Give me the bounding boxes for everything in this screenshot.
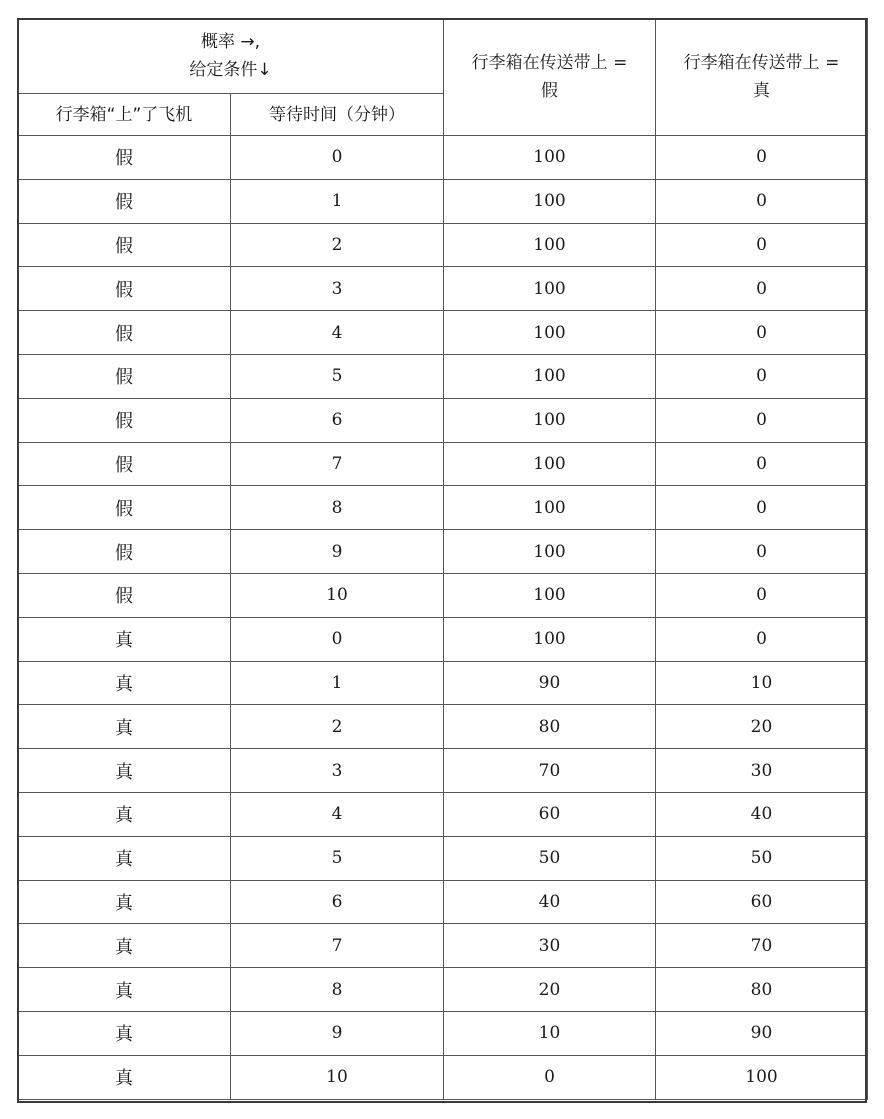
cell-wait-minutes: 6 (231, 398, 444, 442)
cell-bag-loaded: 真 (18, 1011, 231, 1055)
cell-wait-minutes: 4 (231, 792, 444, 836)
cell-prob-on-belt-false: 80 (444, 705, 656, 749)
cell-prob-on-belt-true: 50 (656, 836, 868, 880)
cell-wait-minutes: 0 (231, 136, 444, 180)
cell-prob-on-belt-true: 0 (656, 267, 868, 311)
cell-bag-loaded: 真 (18, 661, 231, 705)
cell-bag-loaded: 假 (18, 354, 231, 398)
cell-prob-on-belt-true: 90 (656, 1011, 868, 1055)
cell-prob-on-belt-true: 70 (656, 924, 868, 968)
cell-prob-on-belt-false: 100 (444, 617, 656, 661)
cell-bag-loaded: 假 (18, 311, 231, 355)
cell-prob-on-belt-false: 100 (444, 179, 656, 223)
header-bag-loaded: 行李箱“上”了飞机 (18, 94, 231, 136)
cell-bag-loaded: 假 (18, 530, 231, 574)
cell-wait-minutes: 8 (231, 486, 444, 530)
cell-prob-on-belt-false: 0 (444, 1055, 656, 1099)
header-on-belt-true-line2: 真 (753, 81, 770, 101)
cell-wait-minutes: 8 (231, 968, 444, 1012)
cell-bag-loaded: 假 (18, 267, 231, 311)
cell-prob-on-belt-false: 20 (444, 968, 656, 1012)
cell-wait-minutes: 10 (231, 573, 444, 617)
header-corner-line1: 概率 →, (200, 32, 261, 52)
cell-prob-on-belt-true: 0 (656, 136, 868, 180)
cell-prob-on-belt-true: 0 (656, 573, 868, 617)
cell-prob-on-belt-false: 100 (444, 311, 656, 355)
cell-bag-loaded: 假 (18, 442, 231, 486)
cell-prob-on-belt-false: 40 (444, 880, 656, 924)
cell-prob-on-belt-true: 0 (656, 530, 868, 574)
cell-prob-on-belt-false: 100 (444, 442, 656, 486)
cell-wait-minutes: 2 (231, 705, 444, 749)
cell-wait-minutes: 7 (231, 924, 444, 968)
cell-wait-minutes: 9 (231, 1011, 444, 1055)
cell-prob-on-belt-true: 0 (656, 179, 868, 223)
cell-wait-minutes: 5 (231, 354, 444, 398)
cell-wait-minutes: 1 (231, 179, 444, 223)
cell-bag-loaded: 真 (18, 924, 231, 968)
cell-prob-on-belt-false: 90 (444, 661, 656, 705)
cell-prob-on-belt-true: 0 (656, 617, 868, 661)
cell-prob-on-belt-true: 0 (656, 398, 868, 442)
cell-prob-on-belt-false: 100 (444, 573, 656, 617)
cell-wait-minutes: 1 (231, 661, 444, 705)
cell-wait-minutes: 5 (231, 836, 444, 880)
cell-prob-on-belt-false: 100 (444, 354, 656, 398)
cell-prob-on-belt-false: 70 (444, 749, 656, 793)
cell-bag-loaded: 假 (18, 486, 231, 530)
cell-bag-loaded: 真 (18, 792, 231, 836)
cell-wait-minutes: 7 (231, 442, 444, 486)
cell-bag-loaded: 假 (18, 136, 231, 180)
cell-prob-on-belt-false: 100 (444, 398, 656, 442)
cell-bag-loaded: 假 (18, 398, 231, 442)
cell-prob-on-belt-false: 100 (444, 267, 656, 311)
cell-bag-loaded: 真 (18, 1055, 231, 1099)
cell-prob-on-belt-true: 0 (656, 486, 868, 530)
cell-wait-minutes: 9 (231, 530, 444, 574)
header-on-belt-false-line2: 假 (541, 81, 558, 101)
cell-prob-on-belt-true: 20 (656, 705, 868, 749)
cell-bag-loaded: 真 (18, 705, 231, 749)
table-outer-border (17, 18, 867, 1103)
cell-prob-on-belt-true: 10 (656, 661, 868, 705)
header-on-belt-false-line1: 行李箱在传送带上 = (471, 53, 628, 73)
cell-wait-minutes: 6 (231, 880, 444, 924)
cell-wait-minutes: 10 (231, 1055, 444, 1099)
cell-prob-on-belt-true: 0 (656, 311, 868, 355)
cell-prob-on-belt-false: 100 (444, 486, 656, 530)
cell-wait-minutes: 0 (231, 617, 444, 661)
cell-wait-minutes: 4 (231, 311, 444, 355)
cell-prob-on-belt-true: 100 (656, 1055, 868, 1099)
cell-prob-on-belt-false: 100 (444, 530, 656, 574)
header-corner-line2: 给定条件↓ (189, 60, 272, 80)
cell-prob-on-belt-false: 30 (444, 924, 656, 968)
cell-bag-loaded: 假 (18, 223, 231, 267)
cell-wait-minutes: 3 (231, 749, 444, 793)
cell-bag-loaded: 假 (18, 573, 231, 617)
cell-prob-on-belt-false: 100 (444, 223, 656, 267)
cell-prob-on-belt-true: 0 (656, 442, 868, 486)
cell-prob-on-belt-true: 30 (656, 749, 868, 793)
cell-bag-loaded: 真 (18, 617, 231, 661)
cell-prob-on-belt-true: 0 (656, 223, 868, 267)
cell-prob-on-belt-false: 60 (444, 792, 656, 836)
cell-bag-loaded: 真 (18, 968, 231, 1012)
cell-prob-on-belt-true: 60 (656, 880, 868, 924)
cell-prob-on-belt-true: 80 (656, 968, 868, 1012)
cell-prob-on-belt-false: 10 (444, 1011, 656, 1055)
header-on-belt-true-line1: 行李箱在传送带上 = (683, 53, 840, 73)
cell-bag-loaded: 真 (18, 749, 231, 793)
header-wait-time: 等待时间（分钟） (231, 94, 444, 136)
cell-bag-loaded: 假 (18, 179, 231, 223)
cell-prob-on-belt-true: 40 (656, 792, 868, 836)
cell-prob-on-belt-false: 100 (444, 136, 656, 180)
cell-prob-on-belt-true: 0 (656, 354, 868, 398)
cell-prob-on-belt-false: 50 (444, 836, 656, 880)
cell-bag-loaded: 真 (18, 836, 231, 880)
cell-wait-minutes: 3 (231, 267, 444, 311)
cell-wait-minutes: 2 (231, 223, 444, 267)
cell-bag-loaded: 真 (18, 880, 231, 924)
